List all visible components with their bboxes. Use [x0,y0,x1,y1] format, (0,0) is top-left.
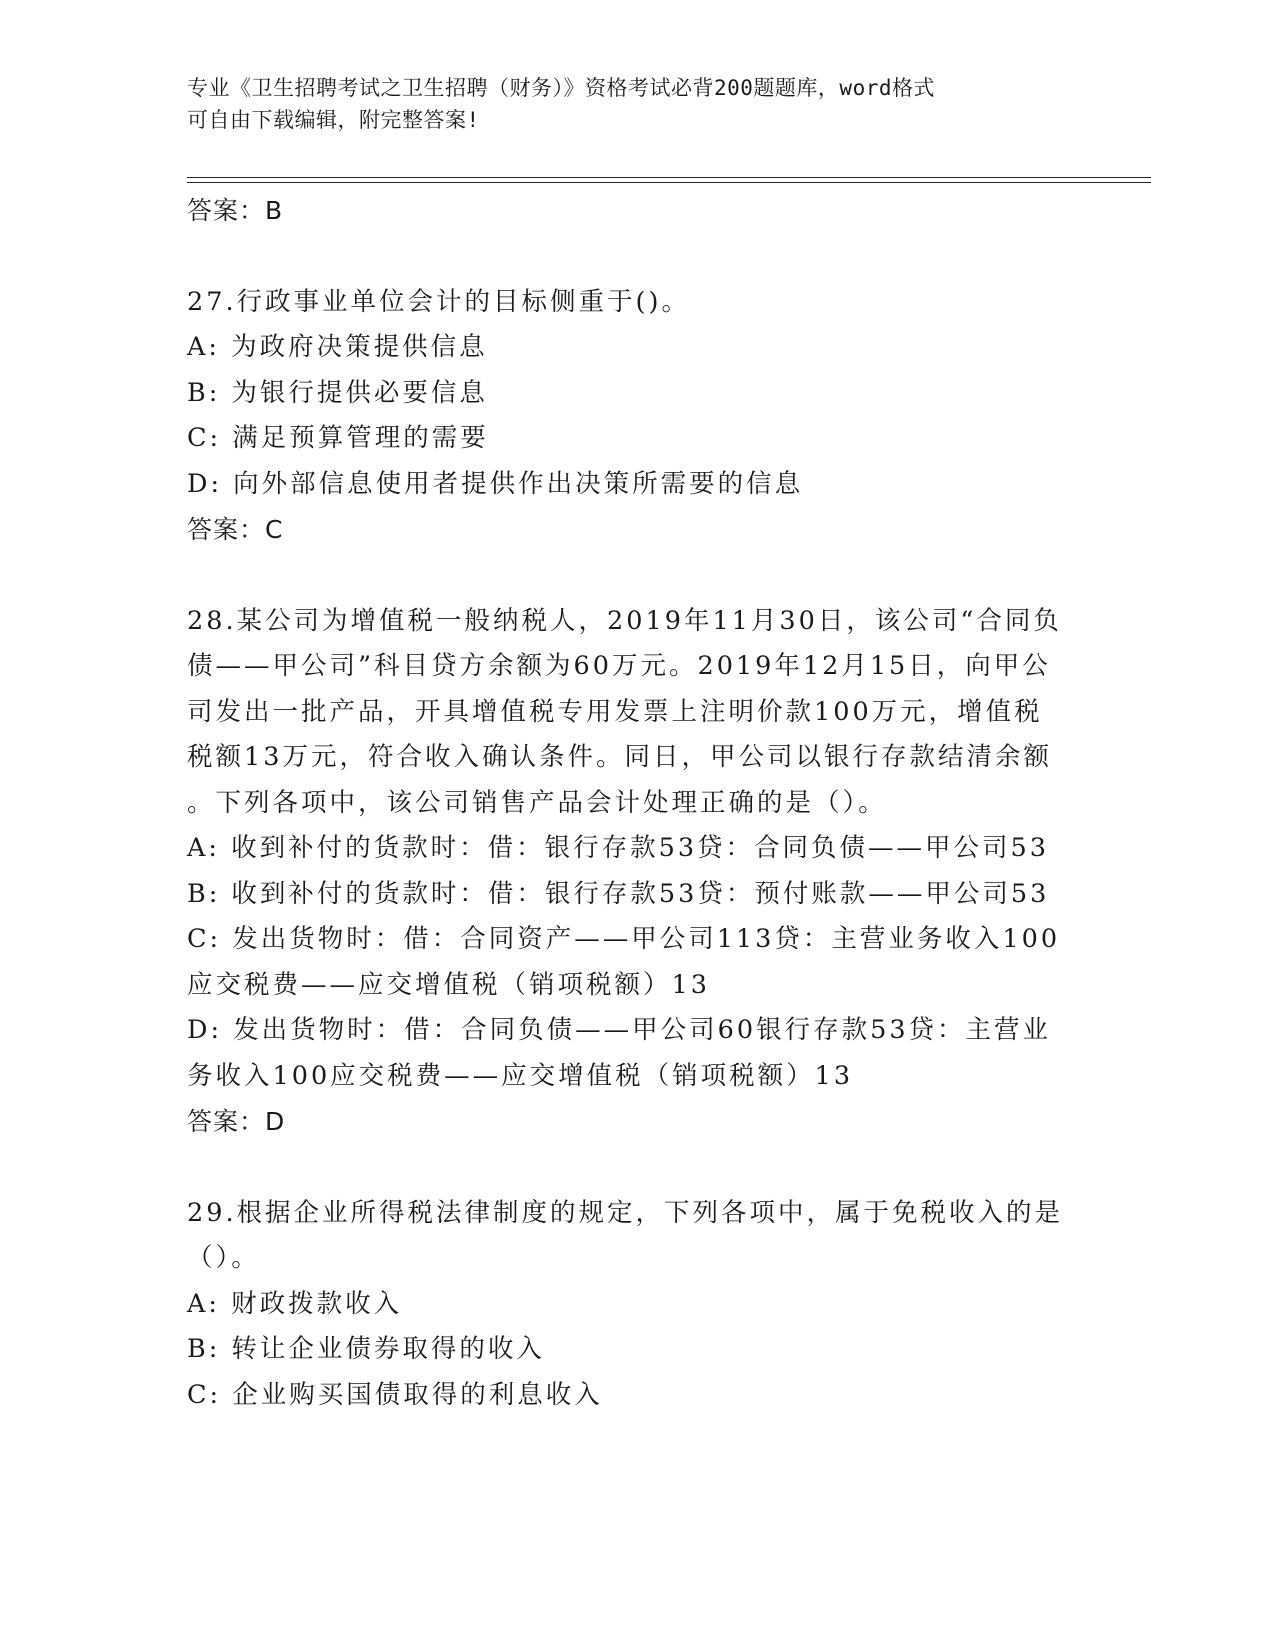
option-d: 务收入100应交税费——应交增值税（销项税额）13 [187,1060,854,1091]
question-stem: （）。 [187,1243,260,1273]
question-27 [187,280,1087,553]
question-stem: 29.根据企业所得税法律制度的规定，下列各项中，属于免税收入的是 [187,1197,1064,1228]
question-stem: 债——甲公司”科目贷方余额为60万元。2019年12月15日，向甲公 [187,651,1051,681]
question-stem: 税额13万元，符合收入确认条件。同日，甲公司以银行存款结清余额 [187,742,1052,772]
option-d: D: 发出货物时：借：合同负债——甲公司60银行存款53贷：主营业 [187,1015,1052,1045]
answer-line: 答案：B [187,196,284,225]
question-list [187,188,1087,1418]
question-stem: 司发出一批产品，开具增值税专用发票上注明价款100万元，增值税 [187,696,1043,727]
option-b: B: 转让企业债券取得的收入 [187,1334,545,1364]
header-line: 专业《卫生招聘考试之卫生招聘（财务）》资格考试必背200题题库，word格式 [187,76,935,100]
option-c: C: 满足预算管理的需要 [187,423,489,453]
answer-line: 答案：C [187,515,284,544]
header-divider [187,182,1151,183]
option-a: A: 为政府决策提供信息 [187,332,488,362]
option-b: B: 收到补付的货款时：借：银行存款53贷：预付账款——甲公司53 [187,878,1050,909]
option-b: B: 为银行提供必要信息 [187,377,488,408]
option-a: A: 收到补付的货款时：借：银行存款53贷：合同负债——甲公司53 [187,833,1050,863]
option-d: D: 向外部信息使用者提供作出决策所需要的信息 [187,468,804,499]
answer-line: 答案：D [187,1107,286,1136]
option-c: C: 发出货物时：借：合同资产——甲公司113贷：主营业务收入100 [187,924,1061,954]
option-c: 应交税费——应交增值税（销项税额）13 [187,969,710,1000]
option-a: A: 财政拨款收入 [187,1288,403,1319]
question-29 [187,1191,1087,1419]
question-stem: 。下列各项中，该公司销售产品会计处理正确的是（）。 [187,787,887,818]
question-stem: 27.行政事业单位会计的目标侧重于()。 [187,286,690,317]
question-stem: 28.某公司为增值税一般纳税人，2019年11月30日，该公司“合同负 [187,605,1062,636]
question-28 [187,599,1087,1145]
option-c: C: 企业购买国债取得的利息收入 [187,1379,603,1410]
header-divider [187,177,1151,178]
header-line: 可自由下载编辑，附完整答案! [187,108,480,132]
document-header [187,72,1067,136]
